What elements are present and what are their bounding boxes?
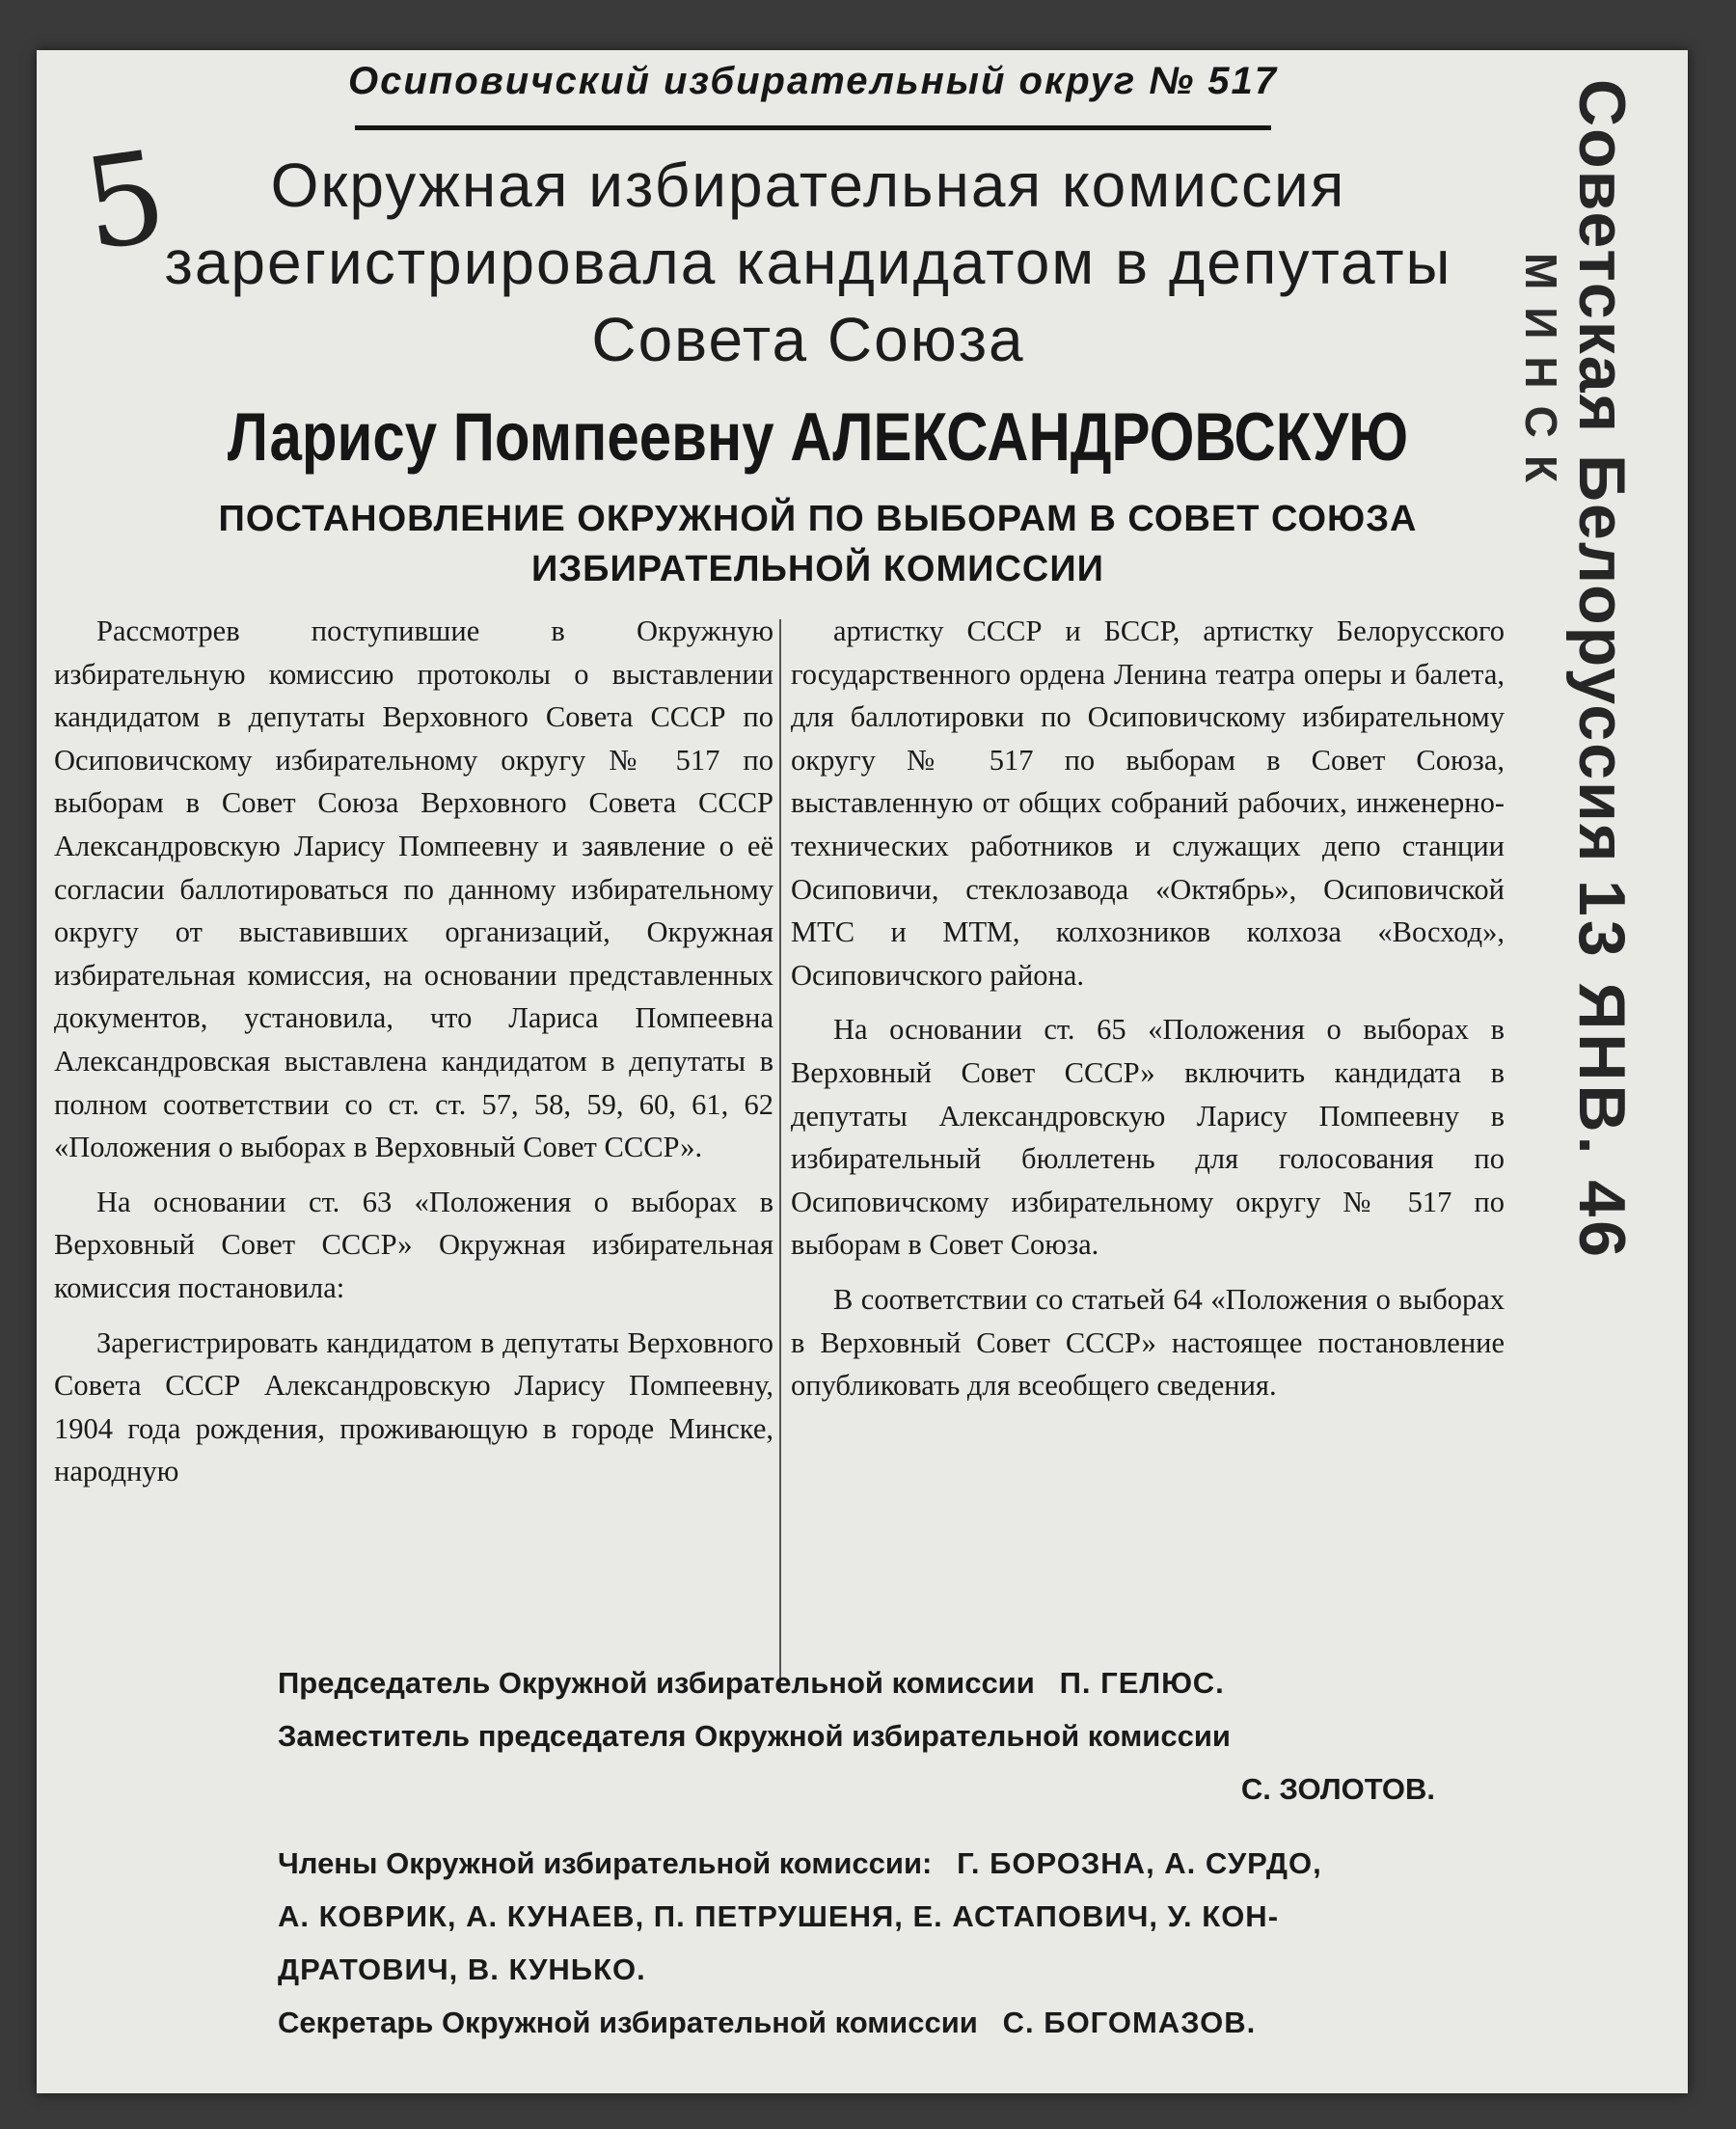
deputy-role: Заместитель председателя Окружной избирательной комиссии xyxy=(278,1719,1231,1753)
paragraph: На основании ст. 63 «Положения о выборах в Верховный Совет СССР» Окружная избирательная комиссия постановила: xyxy=(54,1185,773,1304)
paragraph: В соответствии со статьей 64 «Положения о выборах в Верховный Совет СССР» настоящее постановление опубликовать для всеобщего сведения. xyxy=(791,1282,1505,1403)
right-column xyxy=(791,610,1505,1419)
column-divider xyxy=(779,619,781,1690)
secretary-name: С. БОГОМАЗОВ. xyxy=(1002,2006,1257,2039)
resolution-title-line: ПОСТАНОВЛЕНИЕ ОКРУЖНОЙ ПО ВЫБОРАМ В СОВЕТ СОЮЗА xyxy=(218,499,1418,539)
members-names: ДРАТОВИЧ, В. КУНЬКО. xyxy=(278,1952,646,1986)
headline-line: зарегистрировала кандидатом в депутаты xyxy=(164,228,1452,297)
headline-line: Окружная избирательная комиссия xyxy=(270,150,1346,220)
members-names: Г. БОРОЗНА, А. СУРДО, xyxy=(957,1846,1322,1880)
secretary-role: Секретарь Окружной избирательной комиссии xyxy=(278,2006,978,2039)
members-role: Члены Окружной избирательной комиссии: xyxy=(278,1846,933,1880)
members-line xyxy=(278,1837,1522,1890)
deputy-name: С. ЗОЛОТОВ. xyxy=(1240,1772,1435,1806)
district-heading: Осиповичский избирательный округ № 517 xyxy=(347,60,1279,102)
paragraph: На основании ст. 65 «Положения о выборах в Верховный Совет СССР» включить кандидата в депутаты Александровскую Ларису Помпеевну в избирательный бюллетень для голосования по Осиповичскому избирательному округу № 517 по выборам в Совет Союза. xyxy=(791,1013,1505,1262)
resolution-title xyxy=(152,494,1483,594)
paragraph: Рассмотрев поступившие в Окружную избирательную комиссию протоколы о выставлении кандидатом в депутаты Верховного Совета СССР по Осиповичскому избирательному округу № 517 по выборам в Совет Союза Верховного Совета СССР Александровскую Ларису Помпеевну и заявление о её согласии баллотироваться по данному избирательному округу от выставивших организаций, Окружная избирательная комиссия, на основании представленных документов, установила, что Лариса Помпеевна Александровская выставлена кандидатом в депутаты в полном соответствии со ст. ст. 57, 58, 59, 60, 61, 62 «Положения о выборах в Верховный Совет СССР». xyxy=(54,614,773,1164)
signatures xyxy=(278,1656,1522,2049)
stamp-date: 13 ЯНВ. 46 xyxy=(1565,880,1639,1262)
secretary-line xyxy=(278,1996,1522,2049)
members-names: А. КОВРИК, А. КУНАЕВ, П. ПЕТРУШЕНЯ, Е. АСТАПОВИЧ, У. КОН- xyxy=(278,1899,1280,1933)
resolution-title-line: ИЗБИРАТЕЛЬНОЙ КОМИССИИ xyxy=(531,549,1104,589)
headline-line: Совета Союза xyxy=(591,305,1025,374)
paragraph: артистку СССР и БССР, артистку Белорусского государственного ордена Ленина театра оперы и балета, для баллотировки по Осиповичскому избирательному округу № 517 по выборам в Совет Союза, выставленную от общих собраний рабочих, инженерно-технических работников и служащих депо станции Осиповичи, стеклозавода «Октябрь», Осиповичской МТС и МТМ, колхозников колхоза «Восход», Осиповичского района. xyxy=(791,614,1505,992)
chairman-role: Председатель Окружной избирательной комиссии xyxy=(278,1666,1035,1700)
chairman-line xyxy=(278,1656,1522,1709)
stamp-newspaper-name: Советская Белоруссия xyxy=(1565,79,1639,864)
handwritten-mark: 5 xyxy=(74,122,175,280)
newspaper-stamp xyxy=(1495,79,1688,1262)
newspaper-clipping xyxy=(37,50,1688,2093)
paragraph: Зарегистрировать кандидатом в депутаты Верховного Совета СССР Александровскую Ларису Помпеевну, 1904 года рождения, проживающую в городе Минске, народную xyxy=(54,1325,773,1488)
chairman-name: П. ГЕЛЮС. xyxy=(1059,1666,1225,1700)
stamp-city: МИНСК xyxy=(1516,253,1566,500)
left-column xyxy=(54,610,773,1505)
candidate-name: Ларису Помпеевну АЛЕКСАНДРОВСКУЮ xyxy=(227,398,1409,476)
headline xyxy=(133,147,1483,378)
district-underline xyxy=(355,125,1271,130)
